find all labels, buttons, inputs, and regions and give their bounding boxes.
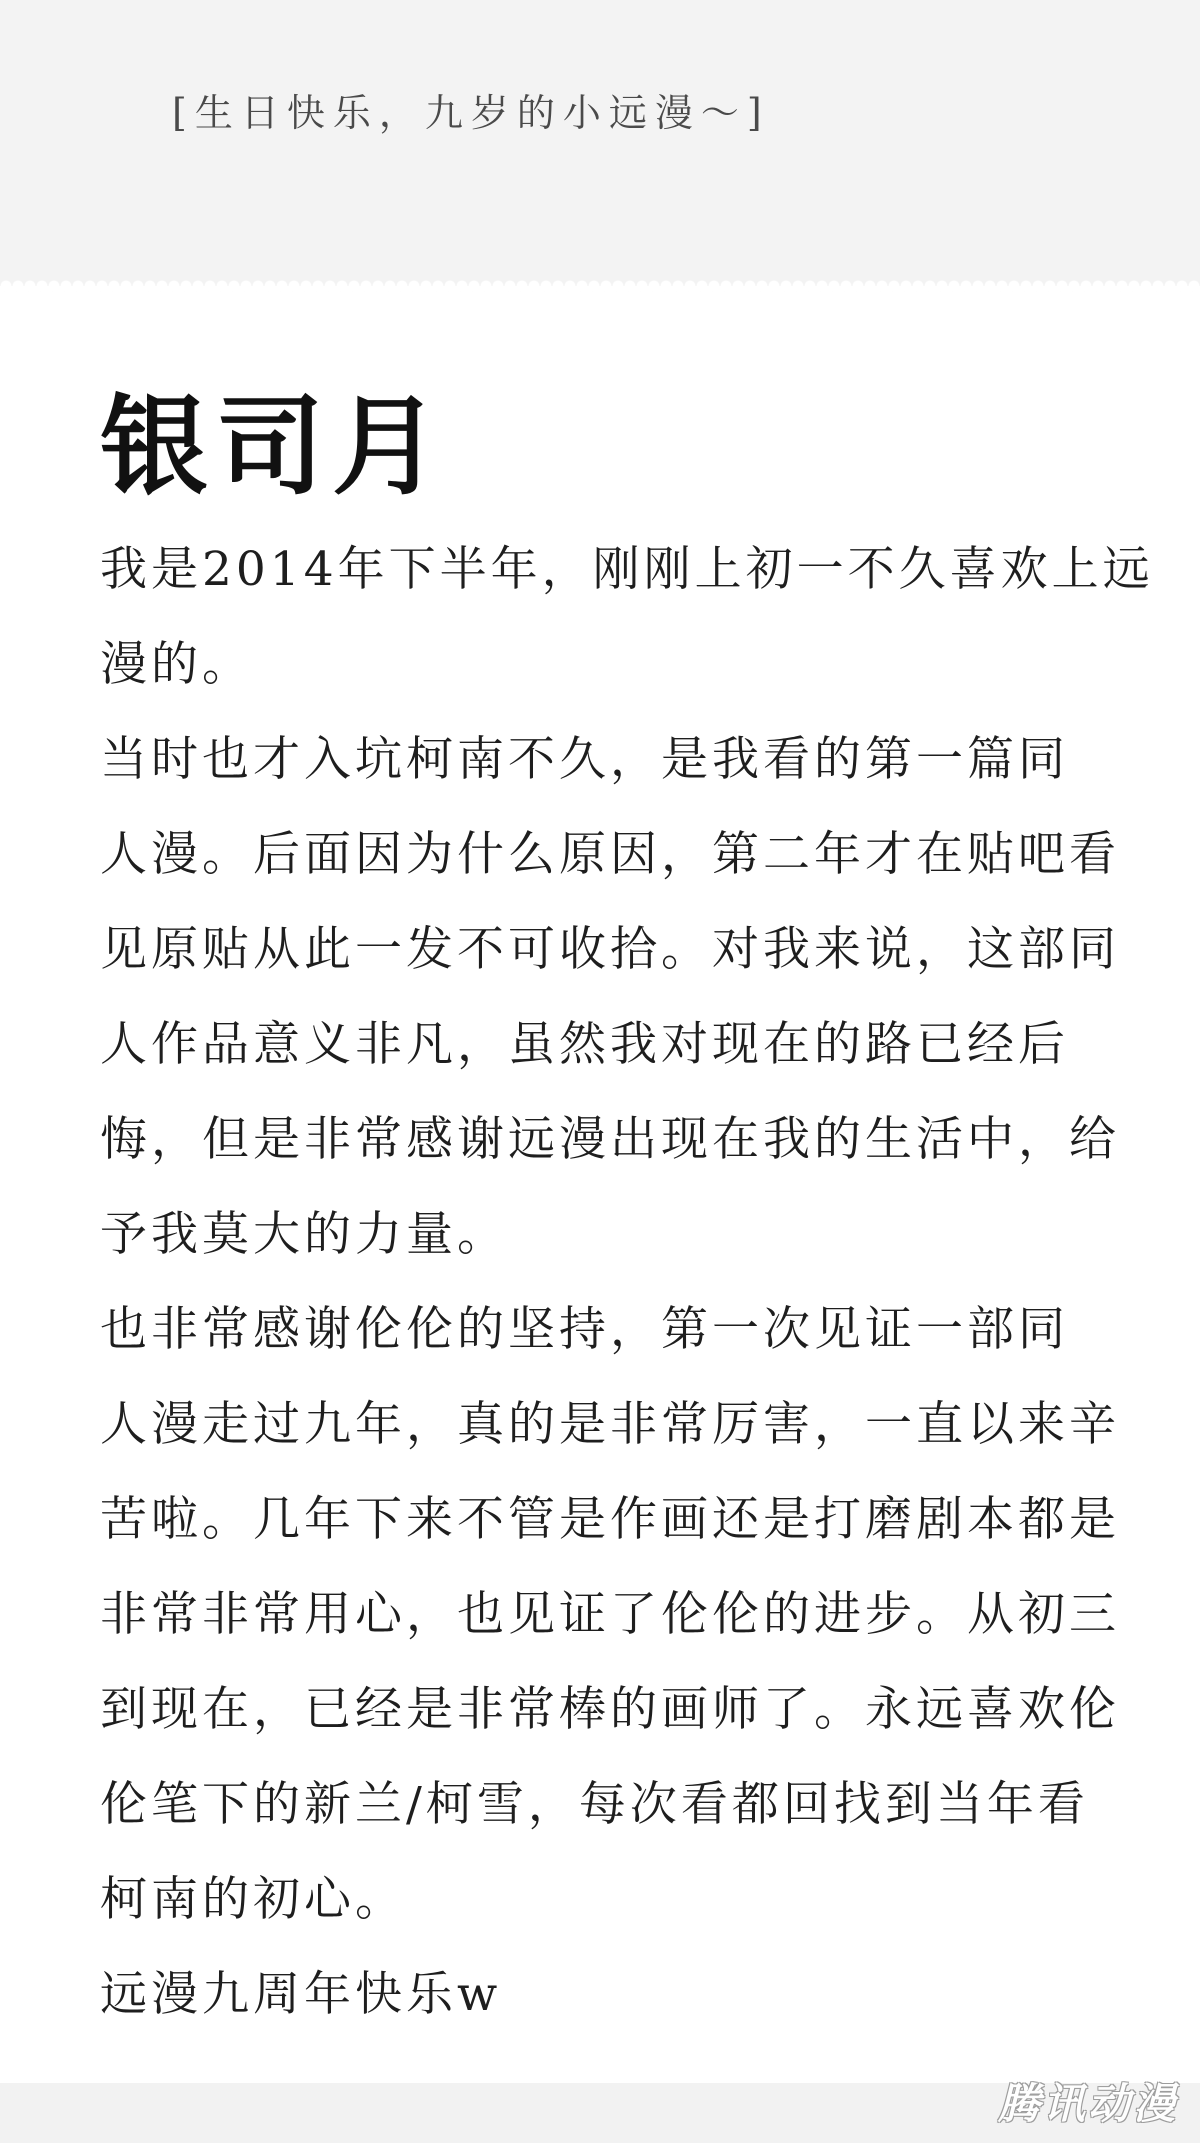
- letter-line-2: 漫的。: [100, 637, 253, 692]
- letter-line-15: 柯南的初心。: [100, 1872, 406, 1927]
- footer-band: [0, 2079, 1200, 2143]
- letter-line-13: 到现在，已经是非常棒的画师了。永远喜欢伦: [100, 1682, 1120, 1737]
- letter-line-4: 人漫。后面因为什么原因，第二年才在贴吧看: [100, 827, 1120, 882]
- tencent-comic-watermark: 腾讯动漫: [997, 2079, 1178, 2128]
- letter-body: [100, 522, 1154, 2042]
- letter-card: [0, 286, 1200, 2083]
- letter-line-7: 悔，但是非常感谢远漫出现在我的生活中，给: [100, 1112, 1120, 1167]
- page-subtitle: [生日快乐，九岁的小远漫～]: [172, 91, 770, 135]
- letter-line-6: 人作品意义非凡，虽然我对现在的路已经后: [100, 1017, 1069, 1072]
- letter-line-3: 当时也才入坑柯南不久，是我看的第一篇同: [100, 732, 1069, 787]
- letter-line-10: 人漫走过九年，真的是非常厉害，一直以来辛: [100, 1397, 1120, 1452]
- letter-line-14: 伦笔下的新兰/柯雪，每次看都回找到当年看: [100, 1777, 1089, 1832]
- header-band: [0, 0, 1200, 286]
- letter-line-8: 予我莫大的力量。: [100, 1207, 508, 1262]
- letter-line-5: 见原贴从此一发不可收拾。对我来说，这部同: [100, 922, 1120, 977]
- author-name: 银司月: [100, 384, 449, 510]
- letter-line-12: 非常非常用心，也见证了伦伦的进步。从初三: [100, 1587, 1120, 1642]
- letter-line-9: 也非常感谢伦伦的坚持，第一次见证一部同: [100, 1302, 1069, 1357]
- letter-line-1: 我是2014年下半年，刚刚上初一不久喜欢上远: [100, 542, 1154, 597]
- letter-line-11: 苦啦。几年下来不管是作画还是打磨剧本都是: [100, 1492, 1120, 1547]
- letter-line-16: 远漫九周年快乐w: [100, 1967, 502, 2022]
